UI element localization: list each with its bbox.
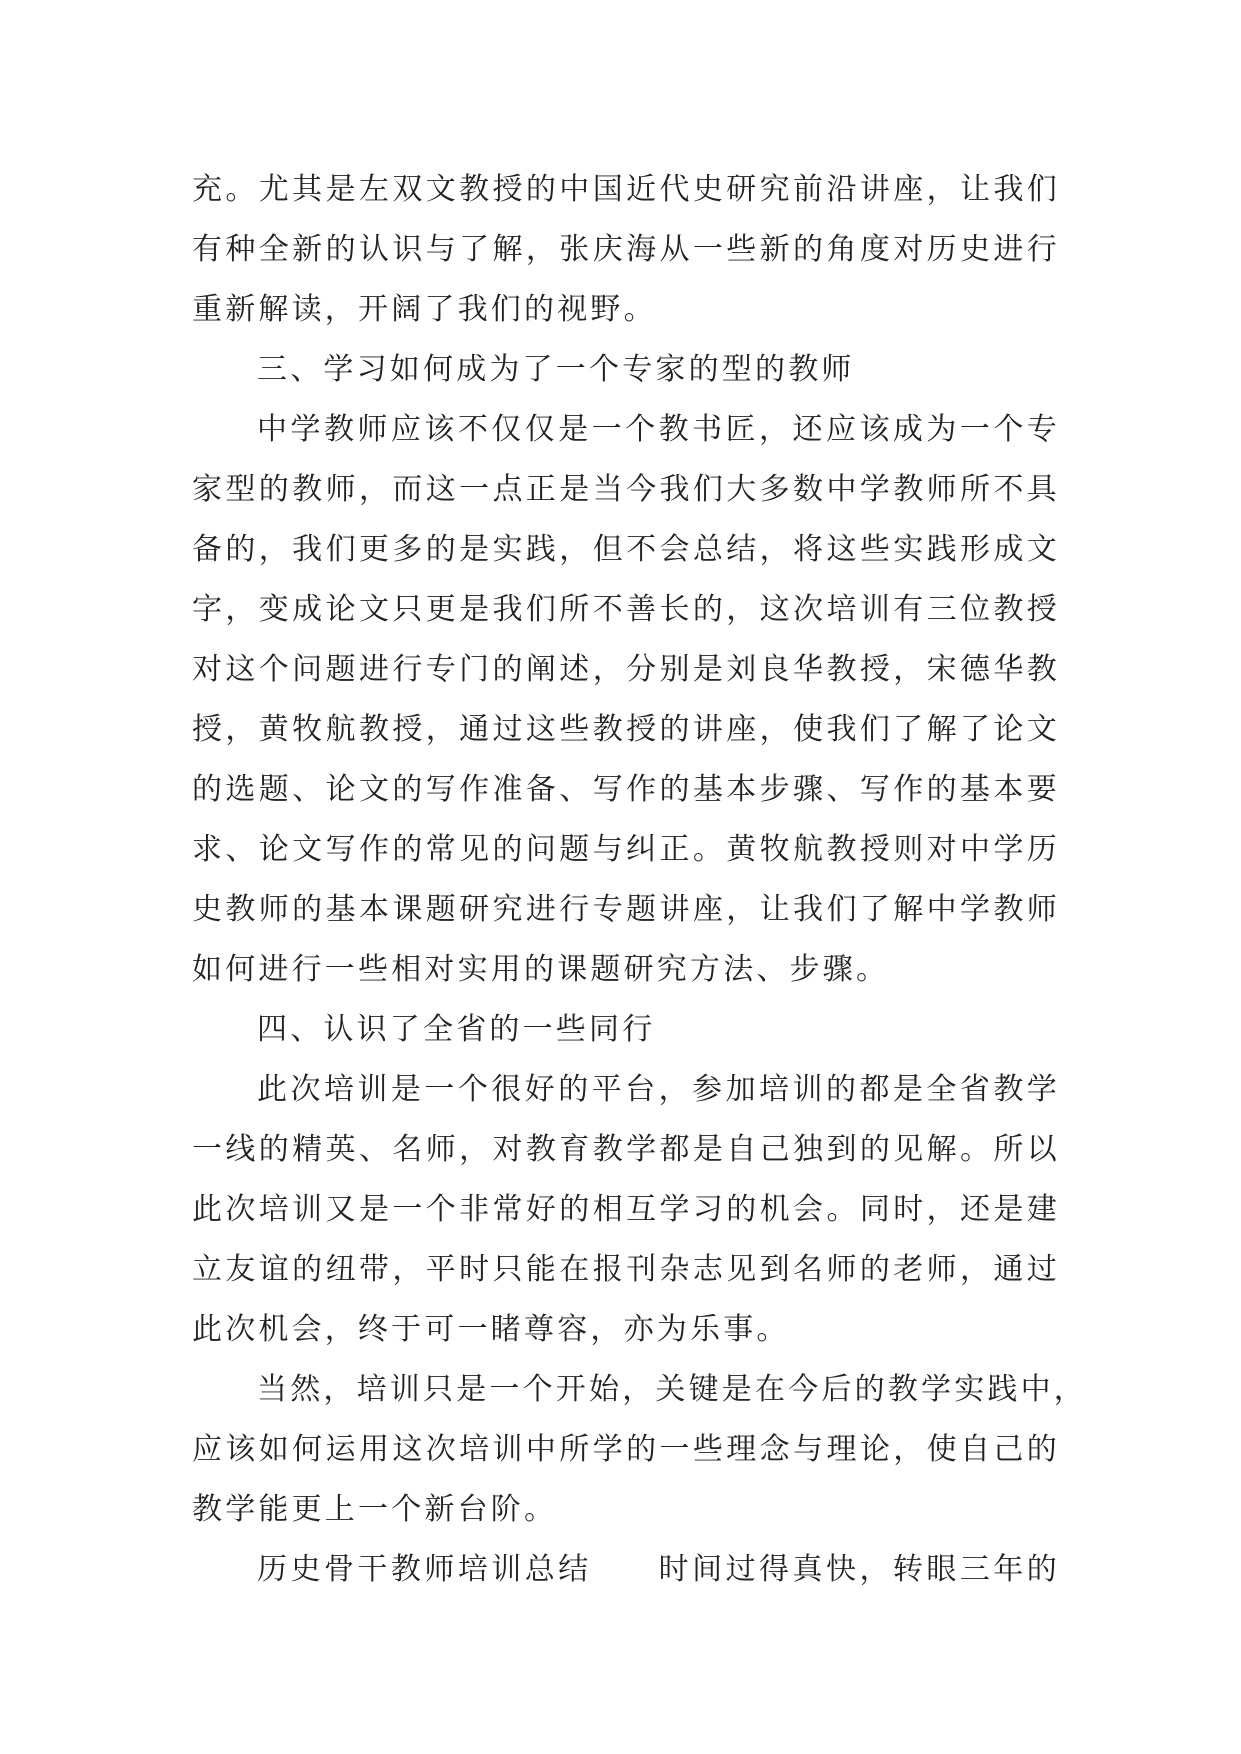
text-line: 史教师的基本课题研究进行专题讲座，让我们了解中学教师 xyxy=(192,892,1060,927)
text-line: 一线的精英、名师，对教育教学都是自己独到的见解。所以 xyxy=(192,1132,1060,1167)
text-line: 当然，培训只是一个开始，关键是在今后的教学实践中， xyxy=(257,1372,1087,1407)
text-line: 此次培训又是一个非常好的相互学习的机会。同时，还是建 xyxy=(192,1192,1060,1227)
section-heading-4: 四、认识了全省的一些同行 xyxy=(257,1012,656,1047)
text-line: 授，黄牧航教授，通过这些教授的讲座，使我们了解了论文 xyxy=(192,712,1060,747)
text-line: 此次培训是一个很好的平台，参加培训的都是全省教学 xyxy=(257,1072,1060,1107)
text-line: 有种全新的认识与了解，张庆海从一些新的角度对历史进行 xyxy=(192,232,1060,267)
text-line: 备的，我们更多的是实践，但不会总结，将这些实践形成文 xyxy=(192,532,1060,567)
text-line: 立友谊的纽带，平时只能在报刊杂志见到名师的老师，通过 xyxy=(192,1252,1060,1287)
section-heading-3: 三、学习如何成为了一个专家的型的教师 xyxy=(257,352,855,387)
text-line: 充。尤其是左双文教授的中国近代史研究前沿讲座，让我们 xyxy=(192,172,1060,207)
text-line: 家型的教师，而这一点正是当今我们大多数中学教师所不具 xyxy=(192,472,1060,507)
text-line: 教学能更上一个新台阶。 xyxy=(192,1492,558,1527)
text-line: 字，变成论文只更是我们所不善长的，这次培训有三位教授 xyxy=(192,592,1060,627)
text-line: 求、论文写作的常见的问题与纠正。黄牧航教授则对中学历 xyxy=(192,832,1060,867)
text-line: 此次机会，终于可一睹尊容，亦为乐事。 xyxy=(192,1312,790,1347)
body-text xyxy=(192,160,1087,1600)
text-line: 应该如何运用这次培训中所学的一些理念与理论，使自己的 xyxy=(192,1432,1060,1467)
text-line: 的选题、论文的写作准备、写作的基本步骤、写作的基本要 xyxy=(192,772,1060,807)
text-line: 如何进行一些相对实用的课题研究方法、步骤。 xyxy=(192,952,890,987)
text-line: 重新解读，开阔了我们的视野。 xyxy=(192,292,657,327)
text-line: 中学教师应该不仅仅是一个教书匠，还应该成为一个专 xyxy=(257,412,1060,447)
text-line: 对这个问题进行专门的阐述，分别是刘良华教授，宋德华教 xyxy=(192,652,1060,687)
text-line: 历史骨干教师培训总结 时间过得真快，转眼三年的 xyxy=(257,1552,1060,1587)
